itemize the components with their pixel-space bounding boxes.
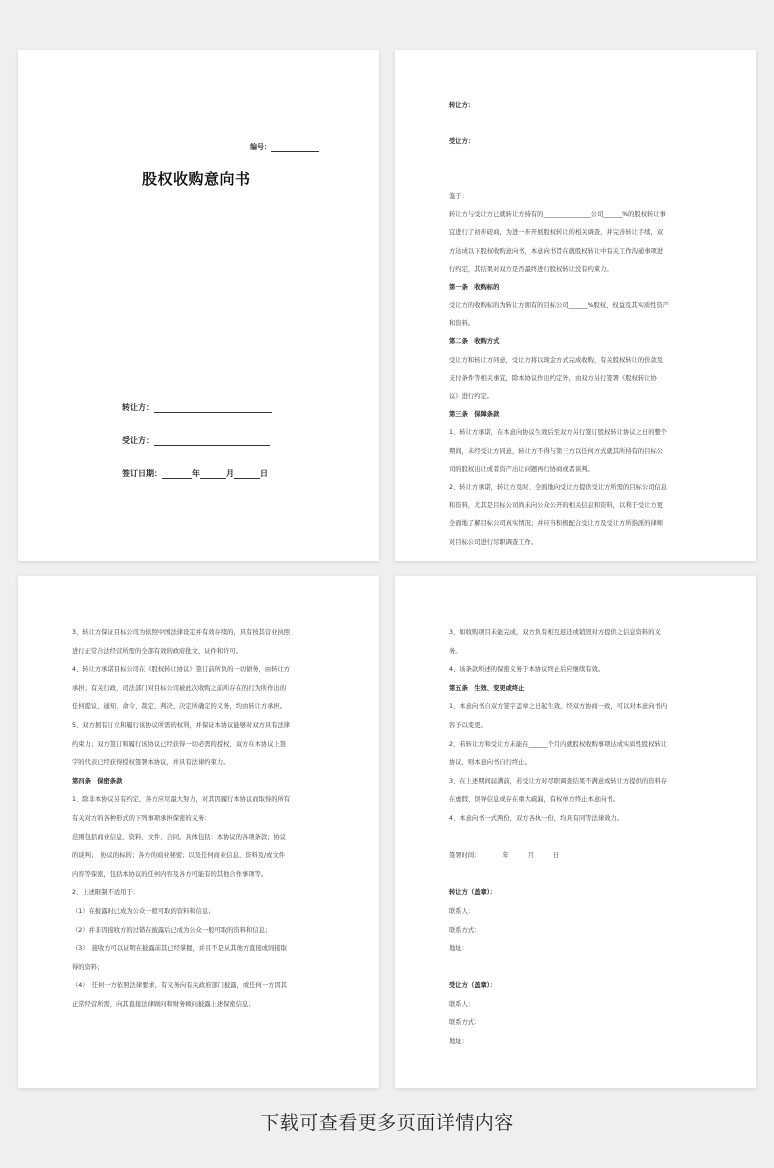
- transferee-blank: [154, 436, 270, 446]
- text-line: 3、转让方保证目标公司为依照中国法律设定并有效存续的，具有按其营业执照: [72, 629, 291, 636]
- section-heading: 转让方（盖章）：: [449, 889, 497, 897]
- text-line: 全面地了解目标公司真实情况；并应当积极配合受让方及受让方所指派的律师: [449, 520, 664, 528]
- text-line: 2、上述限制不适用于：: [72, 889, 139, 897]
- text-line: 和资料，尤其是目标公司尚未向公众公开的相关信息和资料，以利于受让方更: [449, 502, 664, 510]
- text-line: 3、如收购项目未能完成，双方负有相互返还或销毁对方提供之信息资料的义: [449, 629, 661, 636]
- text-line: 1、本意向书自双方签字盖章之日起生效，经双方协商一致，可以对本意向书内: [449, 703, 668, 711]
- text-line: 有关对方的各种形式的下列事项承担保密的义务：: [72, 814, 211, 822]
- transferor-blank: [154, 403, 272, 413]
- day-blank: [234, 469, 260, 479]
- text-line: 支付条件等相关事宜，除本协议作出约定外，由双方另行签署《股权转让协: [449, 374, 657, 382]
- blank-line: [449, 170, 669, 188]
- serial-blank: [271, 143, 319, 152]
- section-heading: 第四条 保密条款: [72, 777, 123, 785]
- text-line: 正常经营所需，向其直接法律顾问和财务顾问披露上述保密信息；: [72, 1000, 255, 1008]
- blank-line: [449, 866, 667, 885]
- section-heading: 第三条 保障条款: [449, 411, 500, 419]
- text-line: 受让方和转让方同意，受让方将以现金方式完成收购，有关股权转让的价款及: [449, 356, 664, 364]
- text-line: 对目标公司进行尽职调查工作。: [449, 538, 538, 546]
- text-line: 的谈判； 协议的标的；各方的商业秘密；以及任何商业信息、资料及/或文件: [72, 852, 286, 860]
- text-line: （1）在披露时已成为公众一般可取的资料和信息；: [72, 907, 215, 915]
- text-line: 4、转让方承诺目标公司在《股权转让协议》签订前所负的一切债务，由转让方: [72, 666, 291, 674]
- text-line: 转让方与受让方已就转让方持有的_______________公司______%的股权转让事: [449, 211, 666, 219]
- text-line: 4、本意向书一式两份，双方各执一份，均具有同等法律效力。: [449, 814, 624, 822]
- day-label: 日: [260, 469, 268, 478]
- text-line: 字的代表已经获得授权签署本协议，并具有法律约束力。: [72, 759, 230, 767]
- text-line: 行约定，其结果对双方是否最终进行股权转让没有约束力。: [449, 265, 613, 273]
- serial-label: 编号：: [250, 143, 271, 151]
- document-title: 股权收购意向书: [142, 170, 251, 188]
- text-line: 得的资料；: [72, 963, 104, 971]
- sign-date-field: [122, 468, 268, 479]
- text-line: 5、双方拥有订立和履行该协议所需的权利，并保证本协议能够对双方具有法律: [72, 721, 291, 729]
- text-line: 和资料。: [449, 320, 475, 328]
- text-line: 2、转让方承诺，转让方及时、全面地向受让方提供受让方所需的目标公司信息: [449, 483, 668, 491]
- text-line: 进行正常合法经营所需的全部有效的政府批文、证件和许可。: [72, 647, 243, 655]
- text-line: 1、除非本协议另有约定，各方应尽最大努力，对其因履行本协议而取得的所有: [72, 796, 291, 804]
- text-line: （3） 接收方可以证明在披露前其已经掌握，并且不是从其他方直接或间接取: [72, 945, 287, 953]
- text-line: 宜进行了初步磋商，为进一步开展股权转让的相关调查，并完善转让手续，双: [449, 229, 664, 237]
- text-line: 3、在上述期间届满前，若受让方对尽职调查结果不满意或转让方提供的资料存: [449, 777, 668, 785]
- text-line: （2）并非因接收方的过错在披露后已成为公众一般可取的资料和信息；: [72, 926, 272, 934]
- text-line: 方达成以下股权收购意向书，本意向书旨在就股权转让中有关工作沟通事项进: [449, 247, 664, 255]
- text-line: 容予以变更。: [449, 721, 487, 729]
- page-2-text: [449, 97, 669, 552]
- transferee-label: 受让方：: [122, 436, 154, 445]
- text-line: 范围包括商业信息、资料、文件、合同。具体包括：本协议的各项条款；协议: [72, 833, 287, 841]
- text-line: 务。: [449, 647, 462, 655]
- year-label: 年: [192, 469, 200, 478]
- page-4-text: [449, 624, 667, 1052]
- text-line: 期间，未经受让方同意，转让方不得与第三方以任何方式就其所持有的目标公: [449, 447, 664, 455]
- month-blank: [200, 469, 226, 479]
- text-line: 协议，则本意向书自行终止。: [449, 759, 531, 767]
- text-line: 任何提议、通知、命令、裁定、判决、决定所确定的义务，均由转让方承担。: [72, 703, 287, 711]
- section-heading: 受让方（盖章）：: [449, 982, 497, 990]
- text-line: 联系人：: [449, 1000, 475, 1008]
- text-line: 签署时间： 年 月 日: [449, 852, 560, 860]
- section-heading: 第五条 生效、变更或终止: [449, 684, 525, 692]
- text-line: 4、该条款所述的保密义务于本协议终止后应继续有效。: [449, 666, 605, 674]
- text-line: 约束力；双方签订和履行该协议已经获得一切必需的授权，双方在本协议上签: [72, 740, 287, 748]
- text-line: 承担；有关行政、司法部门对目标公司被此次收购之前所存在的行为所作出的: [72, 684, 287, 692]
- section-heading: 第二条 收购方式: [449, 338, 500, 346]
- content-page-4: [395, 576, 756, 1088]
- text-line: 1、转让方承诺，在本意向协议生效后至双方另行签订股权转让协议之日的整个: [449, 429, 668, 437]
- blank-line: [449, 115, 669, 133]
- text-line: 联系方式：: [449, 926, 481, 934]
- section-heading: 第一条 收购标的: [449, 283, 500, 291]
- text-line: 联系人：: [449, 907, 475, 915]
- transferee-field: [122, 435, 270, 446]
- content-page-3: [18, 576, 379, 1088]
- content-page-2: [395, 50, 756, 561]
- cover-page: [18, 50, 379, 561]
- transferor-field: [122, 402, 272, 413]
- sign-date-label: 签订日期：: [122, 469, 162, 478]
- download-more-caption: 下载可查看更多页面详情内容: [260, 1112, 514, 1134]
- year-blank: [162, 469, 192, 479]
- text-line: 在虚假、误导信息或存在重大疏漏，有权单方终止本意向书。: [449, 796, 620, 804]
- transferor-label: 转让方：: [122, 403, 154, 412]
- text-line: （4） 任何一方依照法律要求，有义务向有关政府部门披露，或任何一方因其: [72, 982, 287, 990]
- text-line: 地址：: [449, 1038, 468, 1046]
- text-line: 内容等保密，包括本协议的任何内容及各方可能有的其他合作事项等。: [72, 870, 268, 878]
- text-line: 2、若转让方和受让方未能在______个月内就股权收购事项达成实质性股权转让: [449, 740, 668, 748]
- section-heading: 转让方：: [449, 102, 475, 109]
- text-line: 地址：: [449, 945, 468, 953]
- month-label: 月: [226, 469, 234, 478]
- page-3-text: [72, 624, 290, 1014]
- section-heading: 受让方：: [449, 138, 475, 146]
- text-line: 联系方式：: [449, 1019, 481, 1027]
- text-line: 司的股权出让或者资产出让问题再行协商或者谈判。: [449, 465, 594, 473]
- blank-line: [449, 829, 667, 848]
- text-line: 鉴于：: [449, 192, 468, 200]
- serial-number-field: [250, 142, 319, 152]
- blank-line: [449, 959, 667, 978]
- text-line: 议》进行约定。: [449, 393, 494, 400]
- text-line: 受让方的收购标的为转让方拥有的目标公司______%股权、权益及其实质性资产: [449, 302, 670, 310]
- blank-line: [449, 152, 669, 170]
